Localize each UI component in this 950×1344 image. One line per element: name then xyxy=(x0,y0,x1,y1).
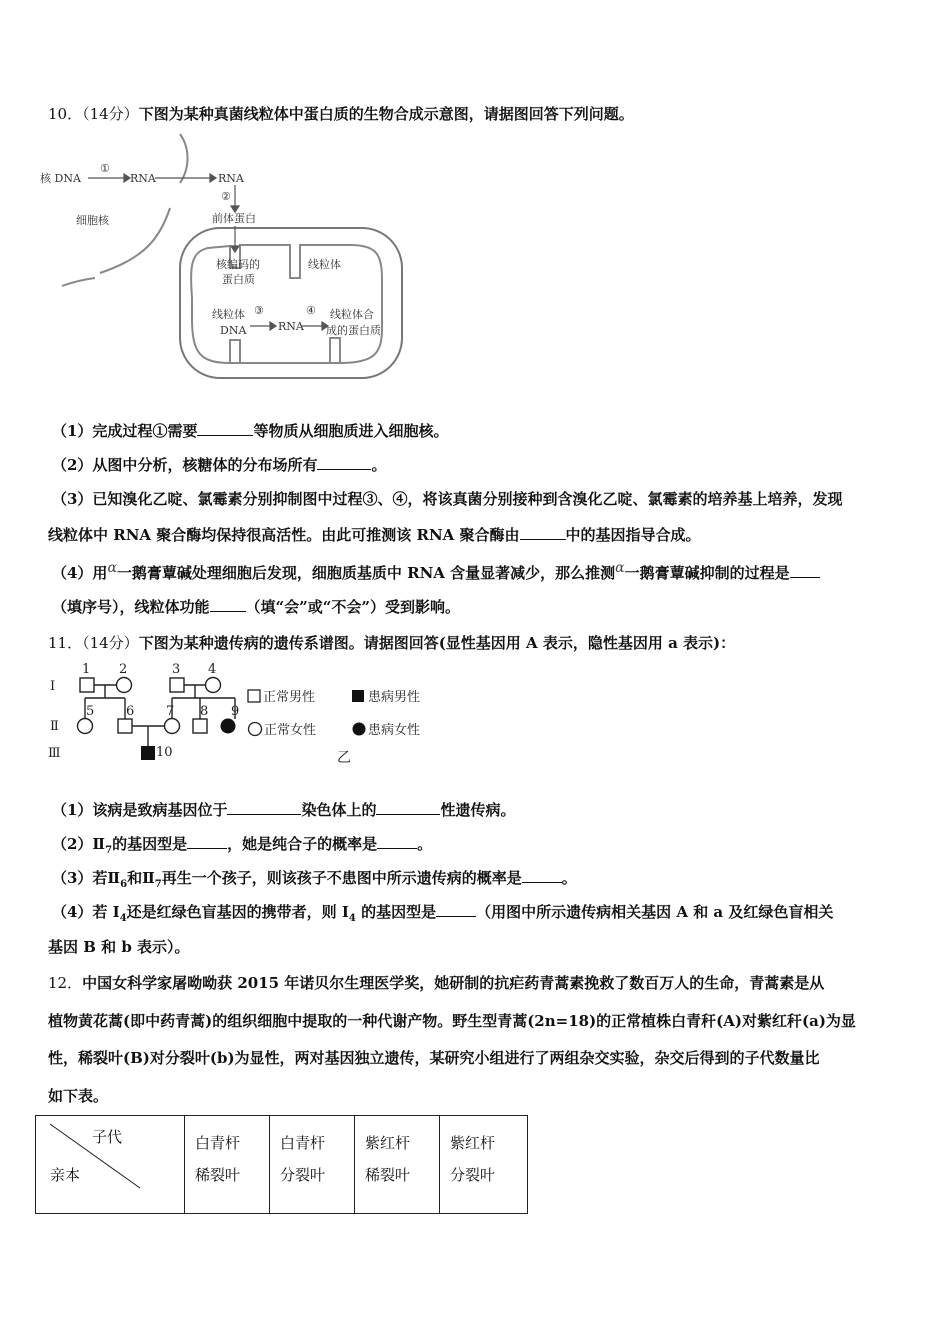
table-header-stem: 白青杆 xyxy=(195,1134,241,1152)
gen-I-label: Ⅰ xyxy=(50,679,56,694)
ped-num: 2 xyxy=(119,662,128,677)
legend-normal-female-icon xyxy=(249,723,262,736)
label-precursor: 前体蛋白 xyxy=(212,212,256,225)
ped-num: 6 xyxy=(126,704,135,719)
subscript: 4 xyxy=(119,913,127,924)
ped-num: 3 xyxy=(172,662,181,677)
q12-number: 12． xyxy=(48,974,83,992)
mitochondria-protein-diagram xyxy=(40,128,410,388)
label-step-1: ① xyxy=(100,162,110,175)
table-col-header xyxy=(354,1116,439,1213)
ped-num: 1 xyxy=(82,662,91,677)
q11-part4-cont: 基因 B 和 b 表示）。 xyxy=(48,938,190,956)
table-header-stem: 白青杆 xyxy=(280,1134,326,1152)
q10-stem xyxy=(48,103,634,124)
label-mito-protein-2: 成的蛋白质 xyxy=(326,324,381,337)
table-header-stem: 紫红杆 xyxy=(365,1134,411,1152)
q11-part1: （1）该病是致病基因位于 染色体上的 性遗传病。 xyxy=(52,801,516,819)
table-header-stem: 紫红杆 xyxy=(450,1134,496,1152)
q10-part3-cont: 线粒体中 RNA 聚合酶均保持很高活性。由此可推测该 RNA 聚合酶由 中的基因指导合成。 xyxy=(48,526,701,544)
ped-II7-normal-female xyxy=(165,719,180,734)
answer-blank[interactable] xyxy=(210,597,246,612)
label-rna-2: RNA xyxy=(218,172,244,185)
q12-line1: 12．中国女科学家屠呦呦获 2015 年诺贝尔生理医学奖，她研制的抗疟药青蒿素挽救了数百万人的生命，青蒿素是从 xyxy=(48,974,825,992)
ped-I2-normal-female xyxy=(117,678,132,693)
table-corner-offspring: 子代 xyxy=(92,1128,123,1146)
label-step-2: ② xyxy=(221,190,231,203)
ped-num: 9 xyxy=(231,704,240,719)
subscript: 4 xyxy=(348,913,356,924)
q10-part4: （4）用α一鹅膏蕈碱处理细胞后发现，细胞质基质中 RNA 含量显著减少，那么推测α一鹅膏蕈碱抑制的过程是 xyxy=(52,560,820,583)
subscript: 6 xyxy=(120,879,128,890)
offspring-table xyxy=(35,1115,528,1214)
label-nucleus: 细胞核 xyxy=(76,214,109,227)
ped-II6-normal-male xyxy=(118,719,132,733)
table-header-leaf: 稀裂叶 xyxy=(365,1166,411,1184)
table-header-leaf: 分裂叶 xyxy=(450,1166,496,1184)
q10-number: 10． xyxy=(48,105,83,123)
alpha-symbol: α xyxy=(107,560,117,576)
q11-stem xyxy=(48,632,735,653)
legend-normal-male-icon xyxy=(248,690,260,702)
label-mito-dna-1: 线粒体 xyxy=(212,308,245,321)
q12-line2: 植物黄花蒿(即中药青蒿)的组织细胞中提取的一种代谢产物。野生型青蒿(2n=18)的正常植株白青秆(A)对紫红秆(a)为显 xyxy=(48,1012,856,1030)
q10-stem-text: 下图为某种真菌线粒体中蛋白质的生物合成示意图，请据图回答下列问题。 xyxy=(138,105,634,123)
ped-I3-normal-male xyxy=(170,678,184,692)
alpha-symbol: α xyxy=(615,560,625,576)
legend-affected-male: 患病男性 xyxy=(368,690,421,705)
answer-blank[interactable] xyxy=(520,525,566,540)
table-col-header xyxy=(184,1116,269,1213)
answer-blank[interactable] xyxy=(187,834,227,849)
ped-II8-normal-male xyxy=(193,719,207,733)
answer-blank[interactable] xyxy=(197,421,253,436)
q10-part4-cont: （填序号），线粒体功能 （填“会”或“不会”）受到影响。 xyxy=(52,598,461,616)
label-nuclear-dna: 核 DNA xyxy=(40,172,81,185)
subscript: 7 xyxy=(154,879,162,890)
label-rna-3: RNA xyxy=(278,320,304,333)
q10-part1: （1）完成过程①需要 等物质从细胞质进入细胞核。 xyxy=(52,422,449,440)
q11-stem-text: 下图为某种遗传病的遗传系谱图。请据图回答(显性基因用 A 表示，隐性基因用 a 表示)： xyxy=(138,634,736,652)
ped-II5-normal-female xyxy=(78,719,93,734)
table-header-leaf: 稀裂叶 xyxy=(195,1166,241,1184)
ped-III10-affected-male xyxy=(141,746,155,760)
legend-affected-female-icon xyxy=(353,723,366,736)
answer-blank[interactable] xyxy=(227,800,301,815)
label-mito-dna-2: DNA xyxy=(220,324,247,337)
ped-num: 8 xyxy=(200,704,209,719)
pedigree-caption: 乙 xyxy=(337,750,351,766)
legend-affected-female: 患病女性 xyxy=(368,723,421,738)
ped-II9-affected-female xyxy=(221,719,236,734)
gen-II-label: Ⅱ xyxy=(50,719,59,734)
table-header-leaf: 分裂叶 xyxy=(280,1166,326,1184)
ped-num: 5 xyxy=(86,704,95,719)
pedigree-chart xyxy=(40,656,460,768)
label-nuclear-encoded-1: 核编码的 xyxy=(216,258,260,271)
label-mito-protein-1: 线粒体合 xyxy=(330,308,374,321)
ped-I1-normal-male xyxy=(80,678,94,692)
label-mitochondrion: 线粒体 xyxy=(308,258,341,271)
table-col-header xyxy=(269,1116,354,1213)
q11-part3: （3）若$Ⅱ_6$和$Ⅱ_7$再生一个孩子，则该孩子不患图中所示遗传病的概率是 。 xyxy=(52,869,577,890)
ped-num: 10 xyxy=(156,745,173,760)
answer-blank[interactable] xyxy=(790,563,820,578)
label-step-3: ③ xyxy=(254,304,264,317)
q10-part3: （3）已知溴化乙啶、氯霉素分别抑制图中过程③、④，将该真菌分别接种到含溴化乙啶、氯霉素的培养基上培养，发现 xyxy=(52,490,843,508)
legend-normal-female: 正常女性 xyxy=(264,723,317,738)
q11-number: 11． xyxy=(48,634,83,652)
legend-normal-male: 正常男性 xyxy=(263,690,316,705)
q12-line3: 性，稀裂叶(B)对分裂叶(b)为显性，两对基因独立遗传，某研究小组进行了两组杂交实验，杂交后得到的子代数量比 xyxy=(48,1049,820,1067)
answer-blank[interactable] xyxy=(522,868,562,883)
nuclear-envelope-upper xyxy=(180,134,188,183)
nuclear-envelope-lower xyxy=(100,208,170,273)
legend-affected-male-icon xyxy=(352,690,364,702)
q12-line4: 如下表。 xyxy=(48,1087,109,1105)
ped-I4-normal-female xyxy=(206,678,221,693)
subscript: 7 xyxy=(105,845,113,856)
q11-part4: （4）若 $I_4$还是红绿色盲基因的携带者，则 $I_4$ 的基因型是 （用图中所示遗传病相关基因 A 和 a 及红绿色盲相关 xyxy=(52,903,834,924)
q10-score: （14分） xyxy=(82,105,139,123)
answer-blank[interactable] xyxy=(317,455,371,470)
ped-num: 7 xyxy=(166,704,175,719)
ped-num: 4 xyxy=(208,662,217,677)
table-corner-parents: 亲本 xyxy=(50,1166,81,1184)
answer-blank[interactable] xyxy=(376,800,440,815)
table-col-header xyxy=(439,1116,527,1213)
answer-blank[interactable] xyxy=(436,902,476,917)
q11-score: （14分） xyxy=(82,634,139,652)
q10-part2: （2）从图中分析，核糖体的分布场所有 。 xyxy=(52,456,387,474)
gen-III-label: Ⅲ xyxy=(48,746,61,761)
q11-part2: $(2)Ⅱ_7$的基因型是 ，她是纯合子的概率是 。 xyxy=(52,835,433,856)
answer-blank[interactable] xyxy=(377,834,417,849)
label-step-4: ④ xyxy=(306,304,316,317)
label-nuclear-encoded-2: 蛋白质 xyxy=(222,273,255,286)
label-rna-1: RNA xyxy=(130,172,156,185)
